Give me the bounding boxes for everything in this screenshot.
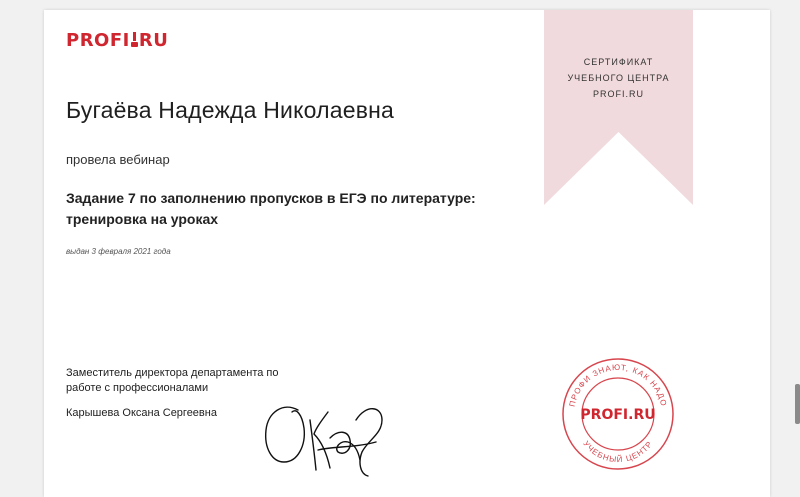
svg-text:УЧЕБНЫЙ ЦЕНТР	[581, 439, 654, 464]
issue-date: выдан 3 февраля 2021 года	[66, 247, 171, 256]
scrollbar[interactable]	[795, 384, 800, 424]
logo-mark-icon	[131, 30, 138, 48]
ribbon-caption	[544, 54, 693, 102]
stamp-seal	[560, 356, 676, 472]
ribbon-line-1: СЕРТИФИКАТ	[583, 57, 654, 67]
recipient-name: Бугаёва Надежда Николаевна	[66, 97, 395, 123]
certificate-ribbon	[544, 10, 693, 205]
signatory-name: Карышева Оксана Сергеевна	[66, 407, 217, 419]
stamp-top-text: ПРОФИ ЗНАЮТ, КАК НАДО	[567, 362, 669, 408]
signatory-role: Заместитель директора департамента по работе с профессионалами	[66, 367, 279, 394]
ribbon-line-2: УЧЕБНОГО ЦЕНТРА	[567, 73, 670, 83]
certificate-sheet	[44, 10, 770, 497]
svg-text:ПРОФИ ЗНАЮТ, КАК НАДО	[568, 363, 669, 408]
profi-logo: PROFI RU	[66, 30, 169, 51]
handwritten-signature	[258, 390, 393, 480]
conducted-label: провела вебинар	[66, 152, 170, 167]
stamp-bottom-text: УЧЕБНЫЙ ЦЕНТР	[581, 439, 655, 465]
webinar-title: Задание 7 по заполнению пропусков в ЕГЭ по литературе: тренировка на уроках	[66, 190, 476, 227]
ribbon-line-3: PROFI.RU	[592, 89, 644, 99]
stamp-center-logo: PROFI.RU	[580, 407, 656, 423]
